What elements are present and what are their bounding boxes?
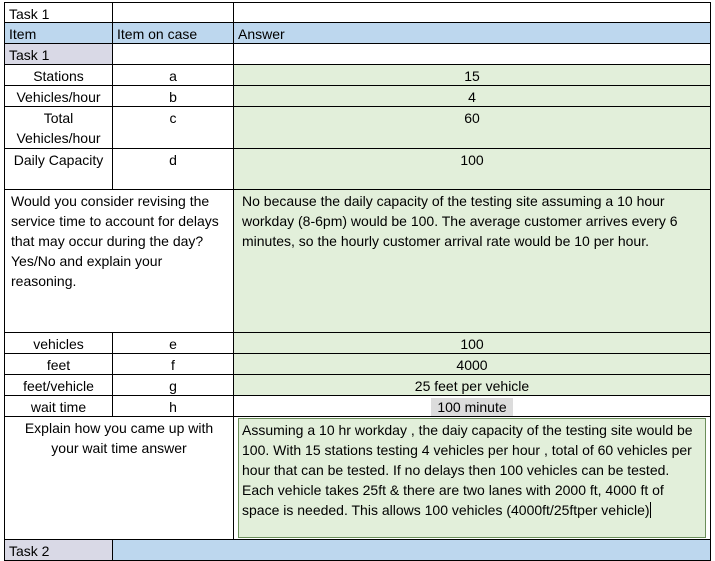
row-item: wait time [4, 395, 113, 417]
title-empty-cell [233, 2, 711, 23]
next-section-header [112, 539, 711, 561]
row-answer-field[interactable]: 60 [233, 106, 711, 149]
row-case: g [112, 374, 234, 396]
section-label: Task 1 [4, 43, 113, 65]
title-empty-cell [112, 2, 234, 23]
row-case: c [112, 106, 234, 149]
row-case: f [112, 353, 234, 375]
section-empty-cell [112, 43, 234, 65]
row-answer-field[interactable]: 15 [233, 64, 711, 86]
row-case: h [112, 395, 234, 417]
row-answer-field[interactable]: 100 [233, 148, 711, 190]
row-case: a [112, 64, 234, 86]
table-title: Task 1 [4, 2, 113, 23]
next-section-label: Task 2 [4, 539, 113, 561]
row-item: feet/vehicle [4, 374, 113, 396]
row-answer-field[interactable]: 4000 [233, 353, 711, 375]
row-case: b [112, 85, 234, 107]
row-case: d [112, 148, 234, 190]
header-item: Item [4, 22, 113, 44]
wait-time-cell [233, 395, 711, 417]
row-answer-field[interactable]: 4 [233, 85, 711, 107]
question-reasoning: Would you consider revising the service time to account for delays that may occur during the day? Yes/No and explain your reasoning. [4, 189, 234, 333]
header-item-on-case: Item on case [112, 22, 234, 44]
row-item: Stations [4, 64, 113, 86]
row-answer-field[interactable]: 100 [233, 332, 711, 354]
wait-time-explanation-text: Assuming a 10 hr workday , the daiy capacity of the testing site would be 100. With 15 stations testing 4 vehicles per hour , total of 60 vehicles per hour that can be tested. If no delays then 100 vehicles can be tested. Each vehicle takes 25ft & there are two lanes with 2000 ft, 4000 ft of space is needed. This allows 100 vehicles (4000ft/25ftper vehicle) [242, 422, 693, 518]
reasoning-answer-field[interactable]: No because the daily capacity of the testing site assuming a 10 hour workday (8-6pm) would be 100. The average customer arrives every 6 minutes, so the hourly customer arrival rate would be 10 per hour. [233, 189, 711, 333]
row-item: Daily Capacity [4, 148, 113, 190]
section-empty-cell [233, 43, 711, 65]
wait-time-explanation-field[interactable] [238, 418, 706, 538]
question-wait-time: Explain how you came up with your wait time answer [4, 416, 234, 540]
row-item: vehicles [4, 332, 113, 354]
row-item: Vehicles/hour [4, 85, 113, 107]
row-case: e [112, 332, 234, 354]
text-cursor [650, 502, 651, 518]
header-answer: Answer [233, 22, 711, 44]
wait-time-answer-field[interactable]: 100 minute [431, 398, 512, 416]
row-item: Total Vehicles/hour [4, 106, 113, 149]
row-answer-field[interactable]: 25 feet per vehicle [233, 374, 711, 396]
row-item: feet [4, 353, 113, 375]
